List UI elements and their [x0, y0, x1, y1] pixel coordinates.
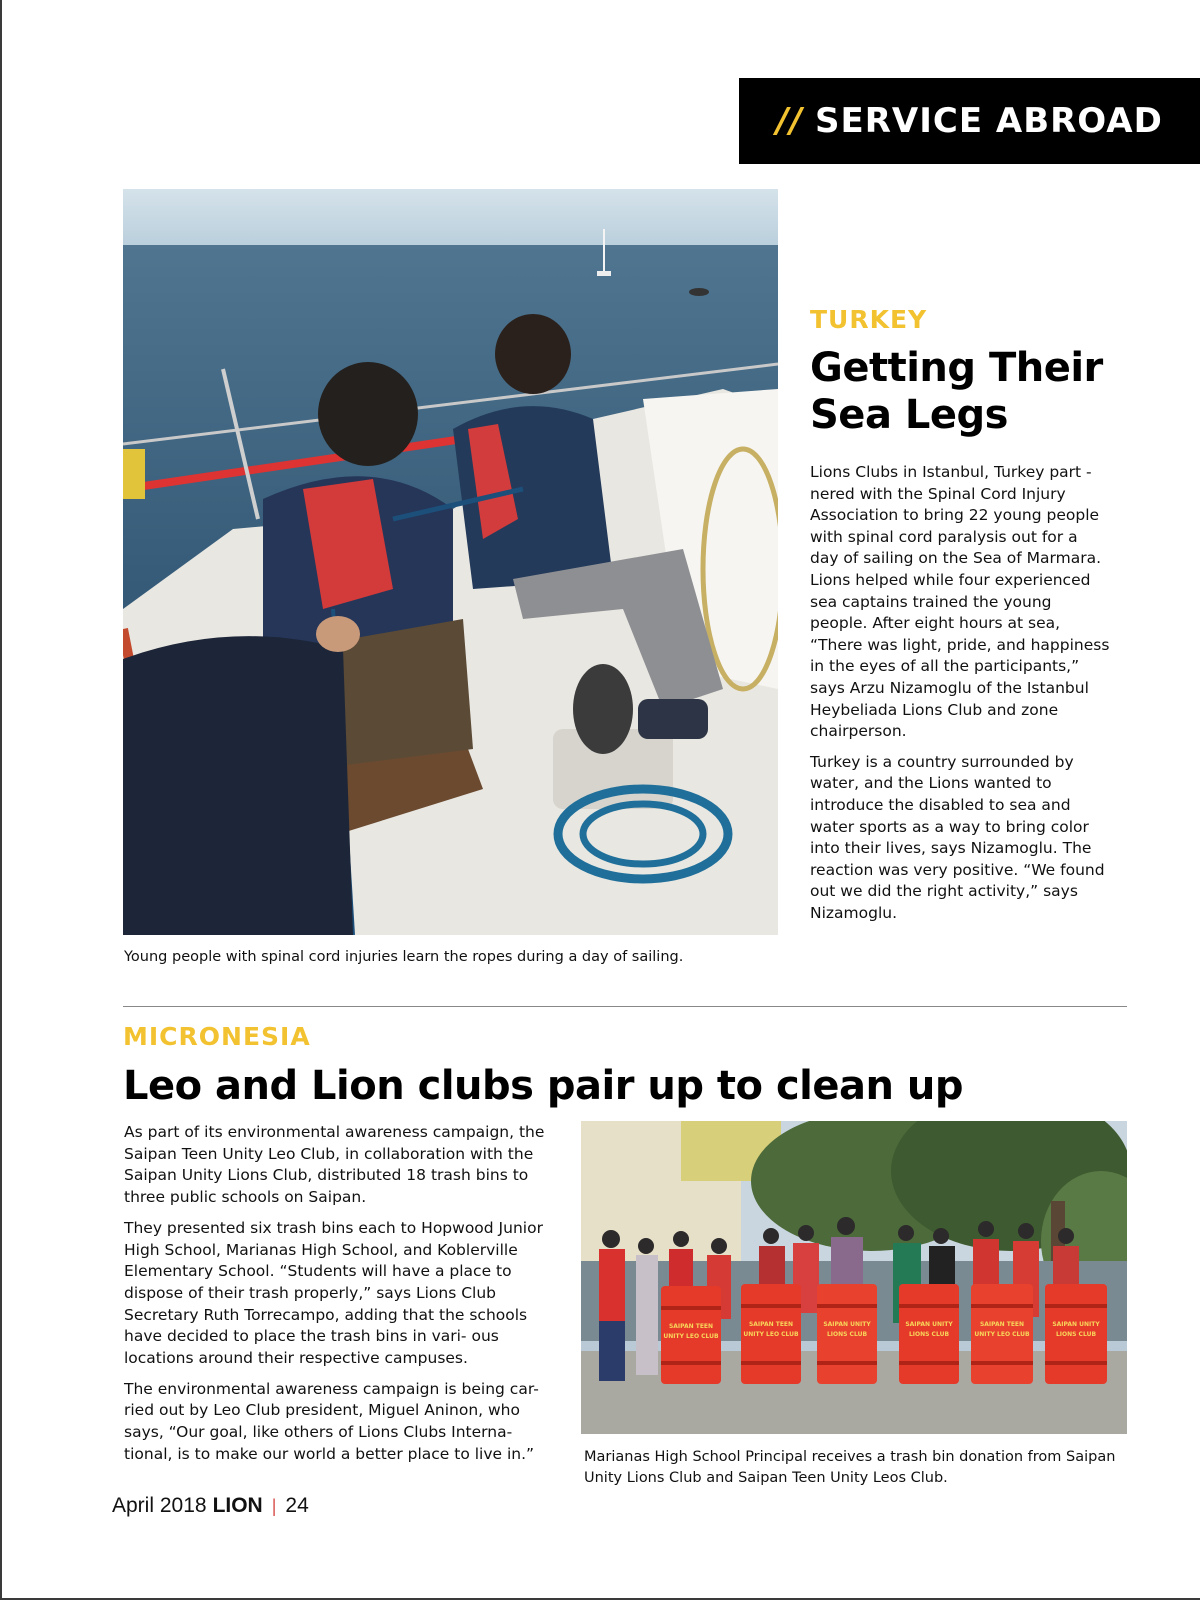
bin-label-line: SAIPAN TEEN: [748, 1321, 794, 1328]
page-border-left: [0, 0, 2, 1600]
section-divider: [123, 1006, 1127, 1007]
trash-bin-photo-caption: Marianas High School Principal receives a trash bin donation from Saipan Unity Lions Club and Saipan Teen Unity Leos Club.: [584, 1449, 1116, 1486]
issue-date: April 2018: [112, 1494, 207, 1517]
bin-label-line: SAIPAN UNITY: [905, 1321, 953, 1328]
footer-separator: |: [271, 1495, 277, 1516]
bin-label-line: SAIPAN UNITY: [1052, 1321, 1100, 1328]
bin-label-line: SAIPAN UNITY: [823, 1321, 871, 1328]
turkey-kicker: TURKEY: [810, 305, 928, 334]
bin-label-line: UNITY LEO CLUB: [743, 1331, 799, 1338]
bin-label-line: SAIPAN TEEN: [979, 1321, 1025, 1328]
turkey-headline-line1: Getting Their: [810, 345, 1103, 391]
micronesia-kicker: MICRONESIA: [123, 1022, 311, 1051]
bin-label-line: UNITY LEO CLUB: [663, 1333, 719, 1340]
turkey-paragraph: Turkey is a country surrounded by water, and the Lions wanted to introduce the disabled to sea and water sports as a way to bring color into their lives, says Nizamoglu. The reaction was very positive. “We found out we did the right activity,” says Nizamoglu.: [810, 752, 1105, 922]
banner-label: SERVICE ABROAD: [815, 101, 1163, 141]
sailing-photo: [123, 189, 778, 935]
bin-label-line: LIONS CLUB: [826, 1331, 868, 1338]
page-footer: [112, 1494, 309, 1518]
bin-label-line: LIONS CLUB: [908, 1331, 950, 1338]
micronesia-article-body: [124, 1122, 549, 1475]
micronesia-paragraph: As part of its environmental awareness campaign, the Saipan Teen Unity Leo Club, in collaboration with the Saipan Unity Lions Club, distributed 18 trash bins to three public schools on Saipan.: [124, 1123, 545, 1207]
turkey-paragraph: Lions Clubs in Istanbul, Turkey part - nered with the Spinal Cord Injury Association to bring 22 young people with spinal cord paralysis out for a day of sailing on the Sea of Marmara. Lions helped while four experienced sea captains trained the young people. After eight hours at sea, “There was light, pride, and happiness in the eyes of all the participants,” says Arzu Nizamoglu of the Istanbul Heybeliada Lions Club and zone chairperson.: [810, 463, 1110, 741]
bin-label-line: LIONS CLUB: [1055, 1331, 1097, 1338]
section-banner: [739, 78, 1200, 164]
turkey-headline-line2: Sea Legs: [810, 392, 1008, 438]
micronesia-headline: Leo and Lion clubs pair up to clean up: [123, 1063, 964, 1109]
sailing-photo-caption: Young people with spinal cord injuries learn the ropes during a day of sailing.: [124, 949, 684, 965]
bin-label-line: UNITY LEO CLUB: [974, 1331, 1030, 1338]
page-number: 24: [285, 1494, 309, 1517]
trash-bin-donation-photo: [581, 1121, 1127, 1434]
micronesia-paragraph: The environmental awareness campaign is being car- ried out by Leo Club president, Miguel Aninon, who says, “Our goal, like others of Lions Clubs Interna- tional, is to make our world a better place to live in.”: [124, 1379, 539, 1463]
turkey-article-body: [810, 462, 1110, 933]
magazine-name: LION: [212, 1494, 263, 1517]
micronesia-paragraph: They presented six trash bins each to Hopwood Junior High School, Marianas High School, and Koblerville Elementary School. “Students will have a place to dispose of their trash properly,” says Lions Club Secretary Ruth Torrecampo, adding that the schools have decided to place the trash bins in vari- ous locations around their respective campuses.: [124, 1218, 543, 1368]
turkey-headline: [810, 345, 1190, 439]
banner-slashes: //: [776, 101, 804, 141]
bin-label-line: SAIPAN TEEN: [668, 1323, 714, 1330]
